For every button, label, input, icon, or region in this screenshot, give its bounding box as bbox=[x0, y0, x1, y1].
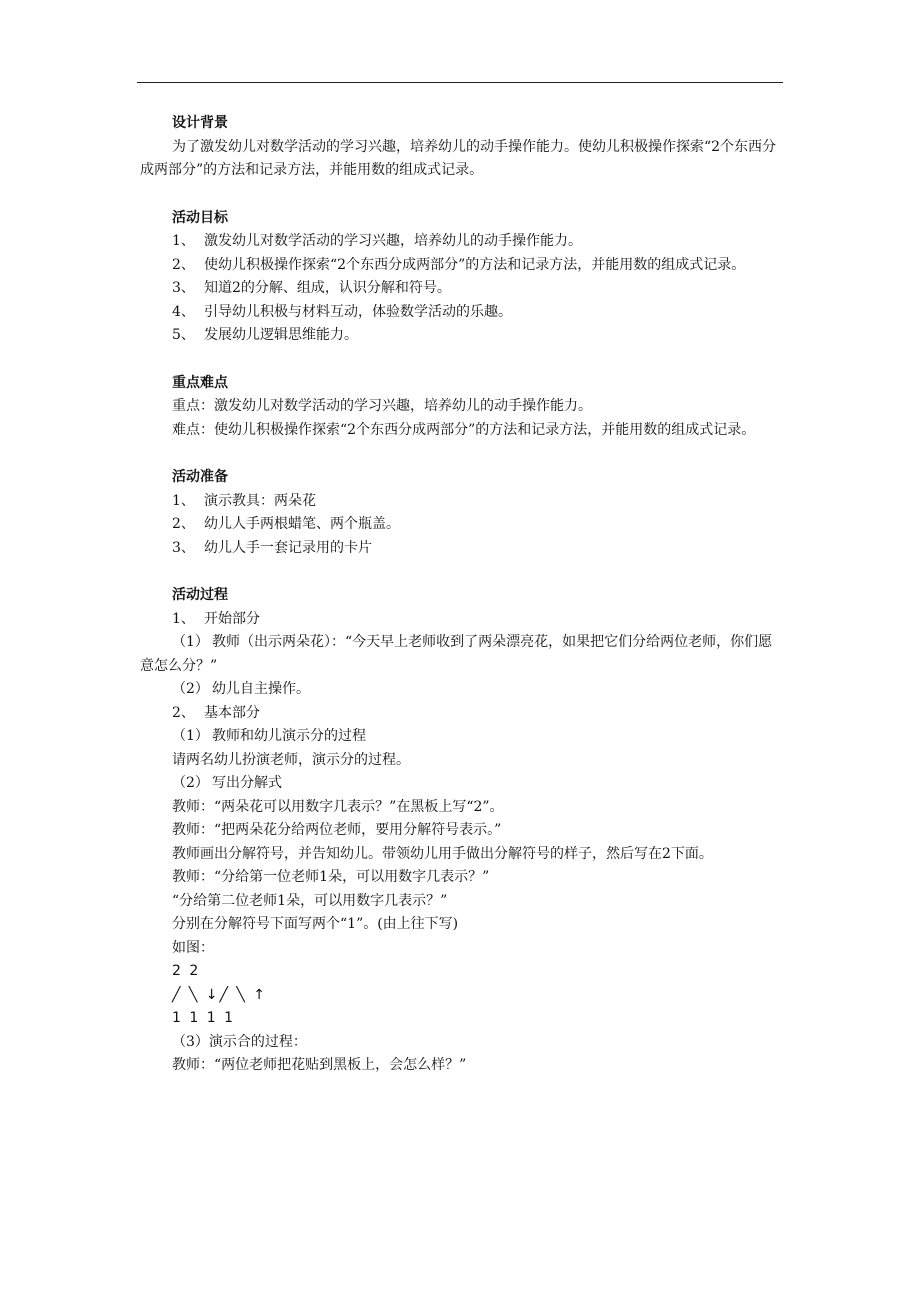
process-step-text: 教师（出示两朵花）：“今天早上老师收到了两朵漂亮花，如果把它们分给两位老师，你们愿意怎么分？” bbox=[140, 634, 773, 674]
process-part-number: 1、 bbox=[172, 610, 195, 627]
goal-item bbox=[140, 254, 782, 278]
process-step bbox=[140, 631, 782, 678]
spacer bbox=[140, 442, 782, 466]
keypoint-line: 重点：激发幼儿对数学活动的学习兴趣，培养幼儿的动手操作能力。 bbox=[172, 398, 592, 414]
document-body bbox=[140, 112, 782, 1078]
section-title-preparation: 活动准备 bbox=[172, 469, 228, 485]
goal-item-text: 引导幼儿积极与材料互动，体验数学活动的乐趣。 bbox=[204, 303, 512, 320]
goal-item bbox=[140, 230, 782, 254]
section-title-keypoints: 重点难点 bbox=[172, 374, 228, 391]
goal-item-number: 1、 bbox=[172, 233, 195, 249]
process-step-number: （1） bbox=[172, 634, 209, 650]
prep-item-text: 幼儿人手一套记录用的卡片 bbox=[204, 539, 372, 556]
process-step bbox=[140, 725, 782, 749]
prep-item-text: 演示教具：两朵花 bbox=[204, 492, 316, 509]
prep-item bbox=[140, 537, 782, 561]
process-line: 请两名幼儿扮演老师，演示分的过程。 bbox=[172, 751, 410, 768]
section-title-goals: 活动目标 bbox=[172, 209, 228, 226]
prep-item-text: 幼儿人手两根蜡笔、两个瓶盖。 bbox=[204, 516, 400, 532]
goal-item bbox=[140, 301, 782, 325]
section-title-background: 设计背景 bbox=[172, 115, 228, 131]
prep-item bbox=[140, 490, 782, 514]
decomposition-diagram-top: 2 2 bbox=[172, 963, 201, 979]
section-title-process: 活动过程 bbox=[172, 587, 228, 603]
spacer bbox=[140, 348, 782, 372]
prep-item-number: 3、 bbox=[172, 539, 195, 556]
process-line: 分别在分解符号下面写两个“1”。(由上往下写) bbox=[172, 916, 459, 932]
process-line: 如图： bbox=[172, 939, 214, 956]
goal-item-text: 知道2的分解、组成，认识分解和符号。 bbox=[204, 280, 451, 296]
process-part-text: 基本部分 bbox=[204, 704, 260, 721]
goal-item-number: 2、 bbox=[172, 256, 195, 273]
process-line: 教师画出分解符号，并告知幼儿。带领幼儿用手做出分解符号的样子，然后写在2下面。 bbox=[172, 845, 713, 862]
goal-item-text: 激发幼儿对数学活动的学习兴趣，培养幼儿的动手操作能力。 bbox=[204, 233, 582, 249]
process-step bbox=[140, 772, 782, 796]
process-step-number: （2） bbox=[172, 775, 209, 791]
goal-item-number: 3、 bbox=[172, 280, 195, 296]
keypoint-line: 难点：使幼儿积极操作探索“2个东西分成两部分”的方法和记录方法，并能用数的组成式记录。 bbox=[172, 421, 756, 438]
prep-item-number: 2、 bbox=[172, 516, 195, 532]
process-part-text: 开始部分 bbox=[204, 610, 260, 627]
process-line: 教师：“两位老师把花贴到黑板上，会怎么样？” bbox=[172, 1057, 467, 1073]
spacer bbox=[140, 183, 782, 207]
goal-item-text: 发展幼儿逻辑思维能力。 bbox=[204, 327, 358, 343]
process-line: “分给第二位老师1朵，可以用数字几表示？” bbox=[172, 892, 448, 909]
decomposition-diagram-symbols: ╱ ╲ ↓╱ ╲ ↑ bbox=[172, 986, 267, 1003]
process-step bbox=[140, 678, 782, 702]
process-line: 教师：“把两朵花分给两位老师，要用分解符号表示。” bbox=[172, 822, 502, 838]
process-line: （3）演示合的过程： bbox=[172, 1033, 307, 1050]
header-rule bbox=[137, 82, 783, 83]
goal-item-number: 4、 bbox=[172, 303, 195, 320]
process-part-number: 2、 bbox=[172, 704, 195, 721]
process-step-text: 幼儿自主操作。 bbox=[212, 681, 310, 697]
process-step-text: 教师和幼儿演示分的过程 bbox=[212, 728, 366, 744]
spacer bbox=[140, 560, 782, 584]
process-part bbox=[140, 608, 782, 632]
goal-item-number: 5、 bbox=[172, 327, 195, 343]
process-line: 教师：“分给第一位老师1朵，可以用数字几表示？” bbox=[172, 869, 490, 885]
process-line: 教师：“两朵花可以用数字几表示？”在黑板上写“2”。 bbox=[172, 798, 504, 815]
prep-item-number: 1、 bbox=[172, 492, 195, 509]
prep-item bbox=[140, 513, 782, 537]
process-step-number: （2） bbox=[172, 681, 209, 697]
process-step-number: （1） bbox=[172, 728, 209, 744]
decomposition-diagram-bottom: 1 1 1 1 bbox=[172, 1010, 235, 1026]
goal-item-text: 使幼儿积极操作探索“2个东西分成两部分”的方法和记录方法，并能用数的组成式记录。 bbox=[204, 256, 746, 273]
goal-item bbox=[140, 277, 782, 301]
goal-item bbox=[140, 324, 782, 348]
background-paragraph: 为了激发幼儿对数学活动的学习兴趣，培养幼儿的动手操作能力。使幼儿积极操作探索“2个东西分成两部分”的方法和记录方法，并能用数的组成式记录。 bbox=[140, 138, 777, 178]
process-step-text: 写出分解式 bbox=[212, 775, 282, 791]
process-part bbox=[140, 702, 782, 726]
